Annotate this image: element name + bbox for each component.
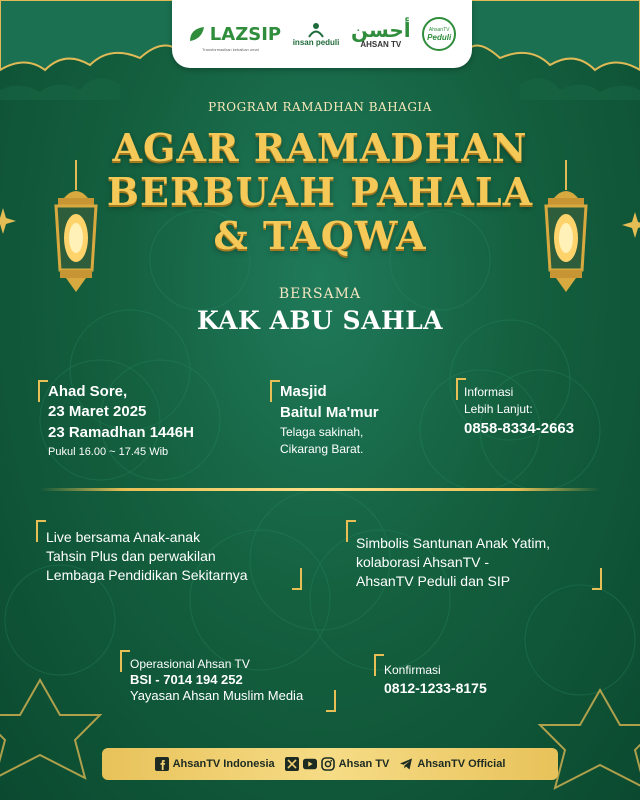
bersama-label: BERSAMA (278, 286, 362, 302)
activity-left-bracket-bottom (292, 568, 302, 590)
peduli-name: Peduli (427, 32, 452, 42)
insan-peduli-name: insan peduli (292, 37, 340, 47)
gold-divider (40, 488, 600, 491)
lazsip-tagline: Transformasikan kebaikan umat (202, 47, 259, 52)
venue-bracket-top (270, 380, 280, 402)
confirmation-block (384, 662, 487, 698)
social-links[interactable] (285, 757, 390, 771)
donation-bracket-top (120, 650, 130, 672)
program-name: PROGRAM RAMADHAN BAHAGIA (208, 100, 432, 114)
schedule-time: Pukul 16.00 ~ 17.45 Wib (48, 446, 169, 458)
instagram-icon (321, 757, 335, 771)
venue-block (280, 382, 379, 458)
confirmation-phone: 0812-1233-8175 (384, 680, 487, 696)
event-title (0, 126, 640, 258)
activity-right-line-3: AhsanTV Peduli dan SIP (356, 573, 511, 589)
x-twitter-icon (285, 757, 299, 771)
lazsip-name: LAZSIP (209, 23, 282, 45)
insan-figure-icon (306, 22, 326, 38)
confirm-bracket-top (374, 654, 384, 676)
activity-right-block (356, 534, 550, 591)
schedule-bracket-top (38, 380, 48, 402)
ahsan-tv-logo (350, 17, 411, 49)
activity-right-line-2: kolaborasi AhsanTV - (356, 554, 490, 570)
activity-right-bracket-bottom (592, 568, 602, 590)
social-label: Ahsan TV (338, 758, 390, 770)
venue-name-2: Baitul Ma'mur (280, 404, 379, 421)
donation-holder: Yayasan Ahsan Muslim Media (130, 688, 304, 703)
confirmation-label: Konfirmasi (384, 663, 441, 677)
activity-left-line-2: Tahsin Plus dan perwakilan (46, 548, 216, 564)
social-footer-bar (102, 748, 558, 780)
ahsan-tv-peduli-logo (422, 17, 456, 51)
activity-left-bracket-top (36, 520, 46, 542)
contact-label-2: Lebih Lanjut: (464, 402, 533, 416)
facebook-icon (155, 757, 169, 771)
insan-peduli-logo (293, 22, 340, 47)
venue-address-1: Telaga sakinah, (280, 425, 364, 439)
venue-name-1: Masjid (280, 383, 327, 400)
ahsan-tv-name: AHSAN TV (360, 39, 402, 49)
donation-label: Operasional Ahsan TV (130, 657, 250, 671)
title-line-1: AGAR RAMADHAN (112, 125, 528, 170)
activity-right-line-1: Simbolis Santunan Anak Yatim, (356, 535, 551, 551)
donation-bracket-bottom (326, 690, 336, 712)
contact-phone: 0858-8334-2663 (464, 420, 575, 437)
telegram-link[interactable] (399, 757, 505, 771)
venue-address-2: Cikarang Barat. (280, 442, 364, 456)
activity-left-block (46, 528, 248, 585)
sponsor-logo-bar (172, 0, 472, 68)
donation-account: BSI - 7014 194 252 (130, 672, 243, 687)
ahsan-arabic-text: أحسن (350, 17, 411, 42)
donation-block (130, 656, 303, 704)
lazsip-logo (188, 24, 281, 45)
schedule-hijri: 23 Ramadhan 1446H (48, 424, 194, 441)
schedule-date: 23 Maret 2025 (48, 403, 147, 420)
telegram-label: AhsanTV Official (417, 758, 506, 770)
telegram-icon (399, 757, 413, 771)
speaker-name: KAK ABU SAHLA (196, 306, 444, 335)
leaf-icon (188, 25, 206, 43)
activity-right-bracket-top (346, 520, 356, 542)
facebook-link[interactable] (155, 757, 275, 771)
title-line-2: BERBUAH PAHALA (106, 169, 534, 214)
schedule-day: Ahad Sore, (48, 383, 128, 400)
schedule-block (48, 382, 194, 460)
contact-label-1: Informasi (464, 385, 514, 399)
peduli-top-text: AhsanTV (428, 26, 450, 33)
activity-left-line-1: Live bersama Anak-anak (46, 529, 201, 545)
peduli-badge (422, 17, 456, 51)
title-line-3: & TAQWA (213, 213, 427, 258)
facebook-label: AhsanTV Indonesia (172, 758, 275, 770)
activity-left-line-3: Lembaga Pendidikan Sekitarnya (46, 567, 248, 583)
contact-info-block (464, 384, 574, 440)
youtube-icon (303, 757, 317, 771)
